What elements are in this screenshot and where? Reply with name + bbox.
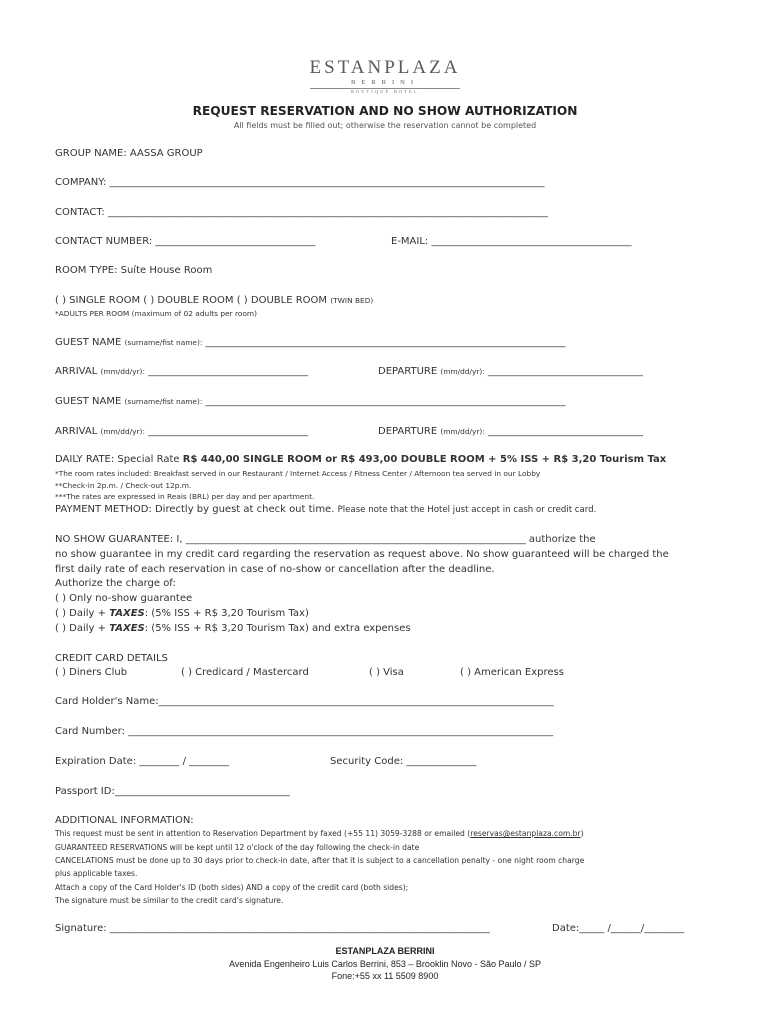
additional-info-line-6: The signature must be similar to the credit card's signature. [55,896,284,905]
charge-option-daily-taxes[interactable] [55,608,309,619]
guest-name-line: ________________________________________________________________________ [205,337,566,348]
company-field[interactable]: COMPANY: _______________________________________________________________________________________ [55,177,545,188]
contact-instructions: This request must be sent in attention to Reservation Department by faxed (+55 11) 3059-3288 or emailed ( [55,829,471,838]
arrival-hint: (mm/dd/yr): [100,427,145,436]
footer-hotel-name: ESTANPLAZA BERRINI [335,946,435,956]
footer-phone: Fone:+55 xx 11 5509 8900 [331,971,439,981]
rate-note-1: *The room rates included: Breakfast served in our Restaurant / Internet Access / Fitness Center / Afternoon tea served in our Lobby [55,469,541,478]
taxes-label: TAXES [109,623,145,634]
rate-note-2: **Check-in 2p.m. / Check-out 12p.m. [55,481,192,490]
signature-field[interactable]: Signature: ____________________________________________________________________________ [55,923,490,934]
arrival-field-2[interactable] [55,426,308,437]
payment-method [55,504,596,515]
guest-name-field-1[interactable] [55,337,566,348]
charge-option-no-show[interactable]: ( ) Only no-show guarantee [55,593,193,604]
authorize-charge-label: Authorize the charge of: [55,578,176,589]
credit-card-heading: CREDIT CARD DETAILS [55,653,168,664]
daily-rate-label: DAILY RATE: Special Rate [55,454,180,465]
additional-info-line-1 [55,829,584,838]
room-options[interactable] [55,295,373,306]
guest-name-line: ________________________________________________________________________ [205,396,566,407]
guarantee-line-3: first daily rate of each reservation in case of no-show or cancellation after the deadline. [55,564,495,575]
arrival-label: ARRIVAL [55,366,98,377]
additional-info-line-3: CANCELATIONS must be done up to 30 days prior to check-in date, after that it is subject to a cancellation penalty - one night room charge [55,856,585,865]
reservations-email-link[interactable]: reservas@estanplaza.com.br [470,829,581,838]
room-twin-note: (TWIN BED) [330,296,374,305]
security-code-field[interactable]: Security Code: ______________ [330,756,477,767]
charge-option-prefix: ( ) Daily + [55,608,107,619]
room-type-field: ROOM TYPE: Suíte House Room [55,265,213,276]
additional-info-line-2: GUARANTEED RESERVATIONS will be kept until 12 o'clock of the day following the check-in date [55,843,420,852]
payment-method-label: PAYMENT METHOD: Directly by guest at check out time. [55,504,335,515]
charge-option-detail: : (5% ISS + R$ 3,20 Tourism Tax) and extra expenses [144,623,411,634]
taxes-label: TAXES [109,608,145,619]
contact-field[interactable]: CONTACT: ________________________________________________________________________________________ [55,207,548,218]
email-field[interactable]: E-MAIL: ________________________________________ [391,236,632,247]
charge-option-detail: : (5% ISS + R$ 3,20 Tourism Tax) [144,608,309,619]
guest-name-label: GUEST NAME [55,396,122,407]
footer-address: Avenida Engenheiro Luis Carlos Berrini, 853 – Brooklin Novo - São Paulo / SP [228,959,541,969]
guest-name-hint: (surname/fist name): [124,338,203,347]
card-option-credicard[interactable]: ( ) Credicard / Mastercard [181,667,309,678]
expiration-date-field[interactable]: Expiration Date: ________ / ________ [55,756,230,767]
logo-brand: ESTANPLAZA [309,57,461,78]
guest-name-label: GUEST NAME [55,337,122,348]
guest-name-field-2[interactable] [55,396,566,407]
daily-rate-value: R$ 440,00 SINGLE ROOM or R$ 493,00 DOUBLE ROOM + 5% ISS + R$ 3,20 Tourism Tax [182,454,667,465]
guarantee-line-2: no show guarantee in my credit card regarding the reservation as request above. No show guaranteed will be charged the [55,549,669,560]
logo-tagline: BOUTIQUE HOTEL [351,90,419,94]
charge-option-daily-taxes-extra[interactable] [55,623,411,634]
departure-line: _______________________________ [487,366,643,377]
departure-hint: (mm/dd/yr): [440,427,485,436]
charge-option-prefix: ( ) Daily + [55,623,107,634]
additional-info-heading: ADDITIONAL INFORMATION: [55,815,194,826]
additional-info-line-5: Attach a copy of the Card Holder's ID (both sides) AND a copy of the credit card (both sides); [55,883,409,892]
payment-method-note: Please note that the Hotel just accept in cash or credit card. [337,505,597,515]
card-option-amex[interactable]: ( ) American Express [460,667,564,678]
arrival-hint: (mm/dd/yr): [100,367,145,376]
logo-subtitle: BERRINI [351,79,419,86]
card-number-field[interactable]: Card Number: _____________________________________________________________________________________ [55,726,554,737]
guarantee-line-1[interactable]: NO SHOW GUARANTEE: I, ____________________________________________________________________ authorize the [55,534,596,545]
arrival-line: ________________________________ [148,426,309,437]
departure-label: DEPARTURE [378,366,438,377]
card-option-diners[interactable]: ( ) Diners Club [55,667,128,678]
departure-hint: (mm/dd/yr): [440,367,485,376]
departure-field-2[interactable] [378,426,643,437]
card-holder-field[interactable]: Card Holder's Name:_______________________________________________________________________________ [55,696,554,707]
signature-date-field[interactable]: Date:_____ /______/________ [552,923,685,934]
departure-field-1[interactable] [378,366,643,377]
card-option-visa[interactable]: ( ) Visa [369,667,404,678]
passport-id-field[interactable]: Passport ID:___________________________________ [55,786,290,797]
contact-instructions-end: ) [580,829,584,838]
adults-note: *ADULTS PER ROOM (maximum of 02 adults per room) [55,309,257,318]
arrival-line: ________________________________ [148,366,309,377]
form-title: REQUEST RESERVATION AND NO SHOW AUTHORIZATION [192,104,578,118]
contact-number-field[interactable]: CONTACT NUMBER: ________________________________ [55,236,316,247]
hotel-logo [0,58,770,95]
rate-note-3: ***The rates are expressed in Reais (BRL) per day and per apartment. [55,492,315,501]
arrival-field-1[interactable] [55,366,308,377]
additional-info-line-4: plus applicable taxes. [55,869,138,878]
form-subtitle: All fields must be filled out; otherwise the reservation cannot be completed [233,121,537,130]
departure-line: _______________________________ [487,426,643,437]
departure-label: DEPARTURE [378,426,438,437]
daily-rate [55,454,666,465]
guest-name-hint: (surname/fist name): [124,397,203,406]
group-name-field: GROUP NAME: AASSA GROUP [55,148,203,159]
room-options-label: ( ) SINGLE ROOM ( ) DOUBLE ROOM ( ) DOUBLE ROOM [55,295,328,306]
arrival-label: ARRIVAL [55,426,98,437]
